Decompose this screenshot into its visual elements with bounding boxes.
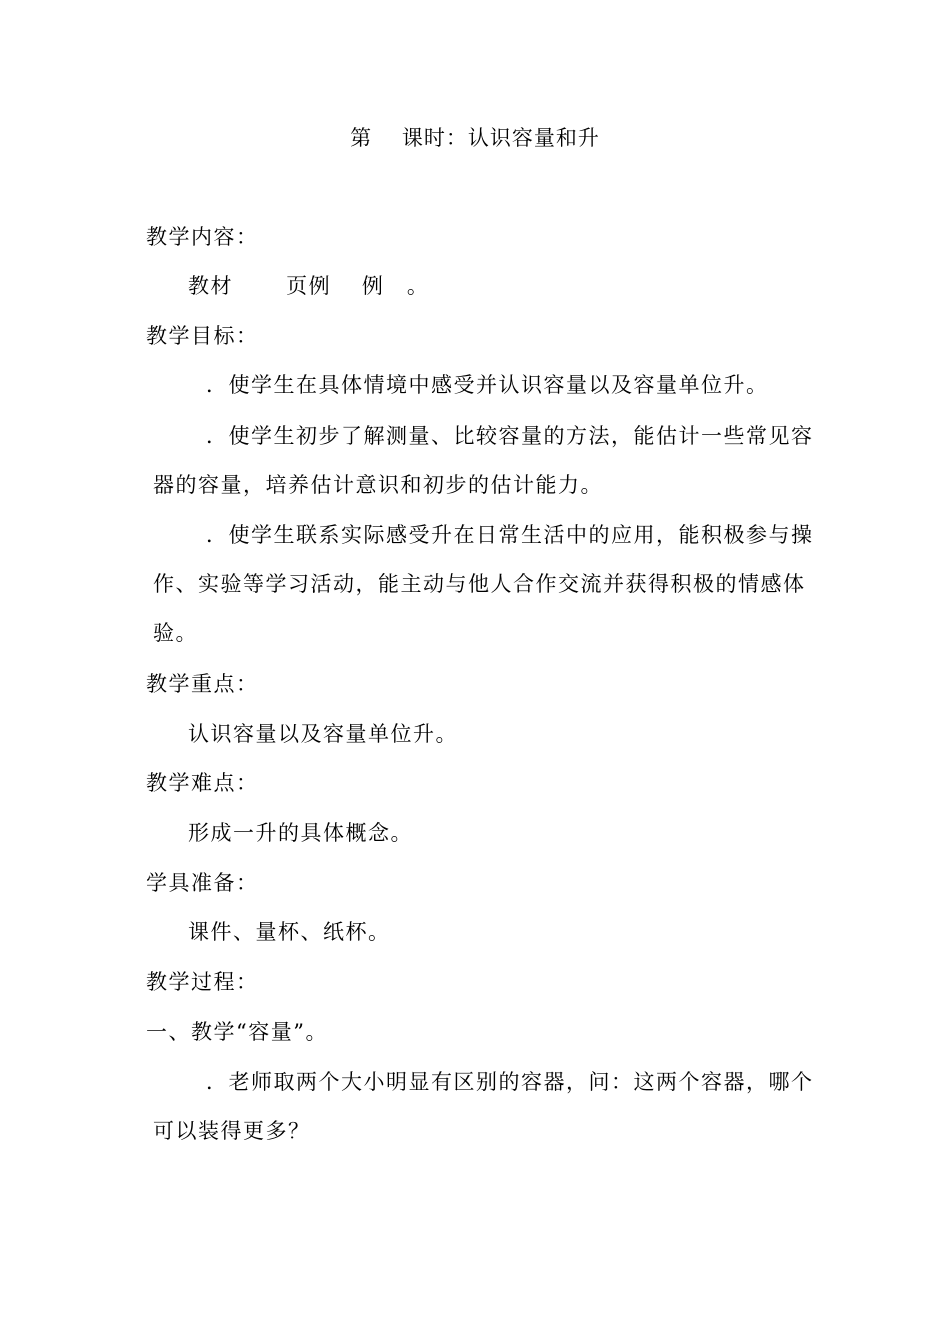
goal-1: ．使学生在具体情境中感受并认识容量以及容量单位升。 bbox=[206, 373, 769, 397]
tools-heading: 学具准备： bbox=[146, 871, 259, 895]
goal-3-line-2: 作、实验等学习活动，能主动与他人合作交流并获得积极的情感体 bbox=[153, 572, 806, 596]
content-text: 教材 页例 例 。 bbox=[188, 274, 430, 298]
key-heading: 教学重点： bbox=[146, 672, 259, 696]
goals-heading: 教学目标： bbox=[146, 324, 259, 348]
process-heading: 教学过程： bbox=[146, 970, 259, 994]
step-1-line-1: ．老师取两个大小明显有区别的容器，问：这两个容器，哪个 bbox=[206, 1070, 814, 1094]
tools-text: 课件、量杯、纸杯。 bbox=[188, 920, 391, 944]
difficulty-heading: 教学难点： bbox=[146, 771, 259, 795]
goal-3-line-3: 验。 bbox=[153, 621, 198, 645]
content-heading: 教学内容： bbox=[146, 225, 259, 249]
step-1-line-2: 可以装得更多？ bbox=[153, 1119, 311, 1143]
page-title: 第 课时：认识容量和升 bbox=[350, 126, 600, 150]
difficulty-text: 形成一升的具体概念。 bbox=[188, 821, 413, 845]
goal-2-line-1: ．使学生初步了解测量、比较容量的方法，能估计一些常见容 bbox=[206, 424, 814, 448]
key-text: 认识容量以及容量单位升。 bbox=[188, 722, 458, 746]
goal-3-line-1: ．使学生联系实际感受升在日常生活中的应用，能积极参与操 bbox=[206, 523, 814, 547]
goal-2-line-2: 器的容量，培养估计意识和初步的估计能力。 bbox=[153, 473, 603, 497]
part-1-heading: 一、教学“容量”。 bbox=[146, 1020, 328, 1044]
